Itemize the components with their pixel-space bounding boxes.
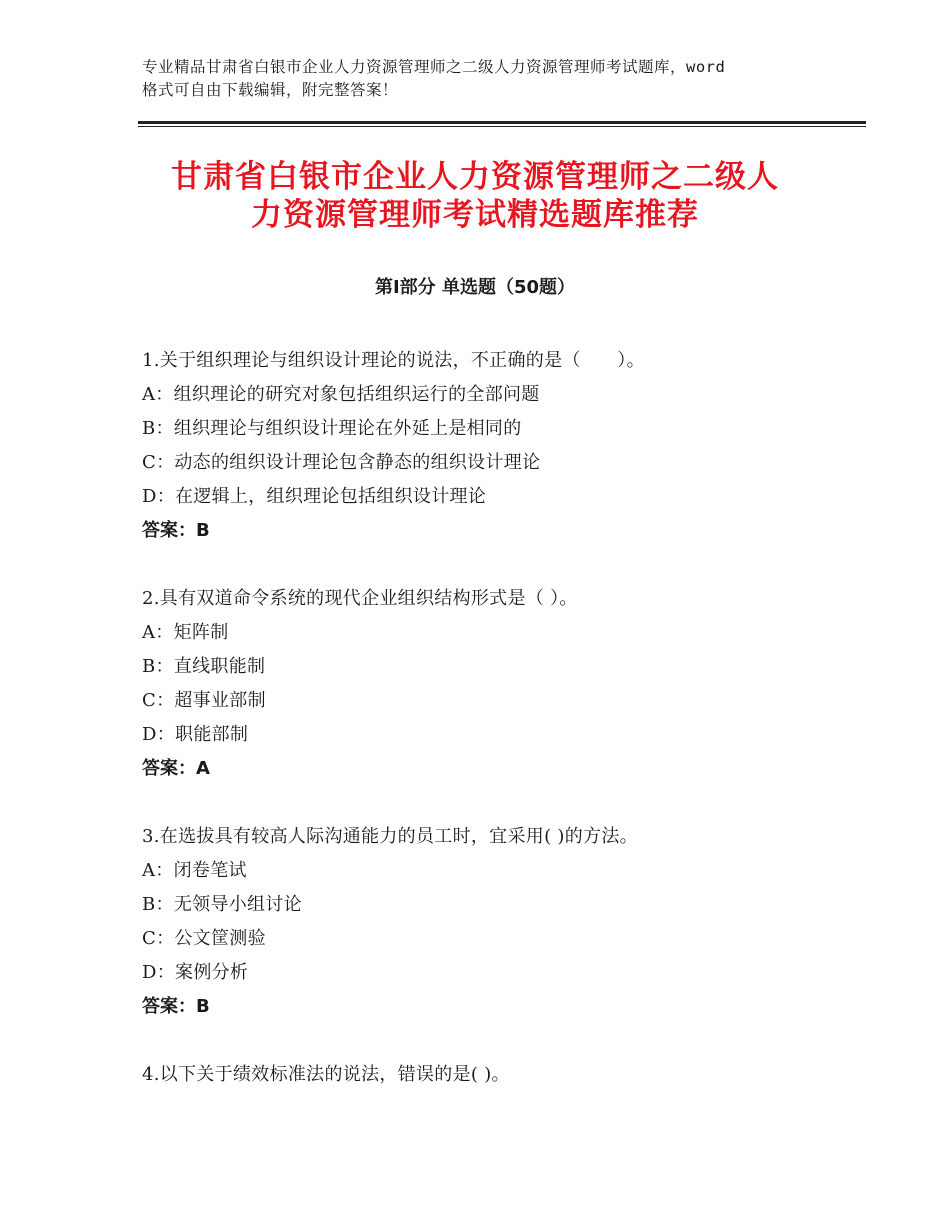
header-note-line-1: 专业精品甘肃省白银市企业人力资源管理师之二级人力资源管理师考试题库，word <box>142 58 726 76</box>
option-d: D：在逻辑上，组织理论包括组织设计理论 <box>142 486 487 507</box>
document-title-line-1: 甘肃省白银市企业人力资源管理师之二级人 <box>171 159 779 195</box>
question-stem: 4.以下关于绩效标准法的说法，错误的是( )。 <box>142 1064 510 1085</box>
option-b: B：无领导小组讨论 <box>142 894 302 915</box>
option-b: B：组织理论与组织设计理论在外延上是相同的 <box>142 418 522 439</box>
answer: 答案：A <box>142 758 210 779</box>
answer: 答案：B <box>142 520 210 541</box>
answer: 答案：B <box>142 996 210 1017</box>
section-heading: 第Ⅰ部分 单选题（50题） <box>374 277 575 298</box>
option-d: D：案例分析 <box>142 962 249 983</box>
question-list <box>142 344 842 1126</box>
question-2 <box>142 582 842 786</box>
question-4 <box>142 1058 842 1092</box>
option-d: D：职能部制 <box>142 724 249 745</box>
document-title-line-2: 力资源管理师考试精选题库推荐 <box>251 197 699 233</box>
question-stem: 2.具有双道命令系统的现代企业组织结构形式是（ ）。 <box>142 588 578 609</box>
option-a: A：组织理论的研究对象包括组织运行的全部问题 <box>142 384 540 405</box>
option-a: A：闭卷笔试 <box>142 860 247 881</box>
option-b: B：直线职能制 <box>142 656 266 677</box>
question-stem: 3.在选拔具有较高人际沟通能力的员工时，宜采用( )的方法。 <box>142 826 638 847</box>
question-3 <box>142 820 842 1024</box>
header-note-line-2: 格式可自由下载编辑，附完整答案！ <box>142 81 399 99</box>
option-c: C：动态的组织设计理论包含静态的组织设计理论 <box>142 452 541 473</box>
document-title <box>110 158 840 234</box>
header-note <box>142 56 832 102</box>
question-1 <box>142 344 842 548</box>
option-a: A：矩阵制 <box>142 622 229 643</box>
header-divider-thick <box>138 121 866 124</box>
option-c: C：超事业部制 <box>142 690 266 711</box>
header-divider-thin <box>138 126 866 127</box>
question-stem: 1.关于组织理论与组织设计理论的说法，不正确的是（ ）。 <box>142 350 645 371</box>
option-c: C：公文筐测验 <box>142 928 266 949</box>
